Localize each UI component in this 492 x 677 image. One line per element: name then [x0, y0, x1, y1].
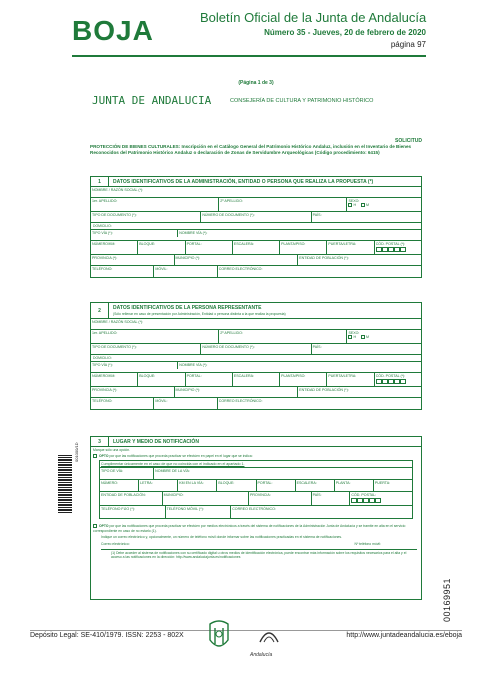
- paper-address-box: [99, 460, 413, 519]
- field-nombre[interactable]: NOMBRE / RAZÓN SOCIAL (*):: [92, 320, 144, 324]
- cp-label: CÓD. POSTAL (*):: [375, 242, 406, 246]
- sexo-h-checkbox[interactable]: [348, 335, 352, 339]
- field-tipo-via[interactable]: TIPO DE VÍA:: [100, 468, 154, 479]
- field-planta[interactable]: PLANTA:: [335, 480, 374, 491]
- section-2-subtitle: (Sólo rellenar en caso de presentación por Administración, Entidad o persona distinta a la que realiza la propuesta): [113, 312, 286, 316]
- cp-label: CÓD. POSTAL (*):: [375, 374, 406, 378]
- junta-logo: JUNTA DE ANDALUCIA: [92, 94, 212, 107]
- section-number: 1: [91, 177, 109, 186]
- field-provincia[interactable]: PROVINCIA (*):: [91, 387, 175, 397]
- sexo-m-checkbox[interactable]: [361, 335, 365, 339]
- option-paper-text: por que las notificaciones que proceda practicar se efectúen en papel en el lugar que se indica:: [109, 454, 253, 458]
- solicitud-label: SOLICITUD: [395, 138, 422, 144]
- field-telefono[interactable]: TELÉFONO:: [91, 398, 154, 409]
- field-numero[interactable]: NÚMERO:: [100, 480, 139, 491]
- section-3: [90, 436, 422, 600]
- field-tipo-via[interactable]: TIPO VÍA (*):: [91, 362, 178, 369]
- cumplimentar-note: Cumplimentar únicamente en el caso de que no coincida con el indicado en el apartado 1.: [101, 462, 245, 467]
- field-planta[interactable]: PLANTA/PISO:: [280, 241, 327, 254]
- field-nombre-via[interactable]: NOMBRE DE LA VÍA:: [155, 469, 190, 474]
- sexo-m-label: M: [366, 203, 370, 207]
- field-puerta[interactable]: PUERTA/LETRA:: [327, 373, 374, 386]
- sexo-label: SEXO:: [348, 331, 360, 335]
- sexo-h-checkbox[interactable]: [348, 203, 352, 207]
- field-bloque[interactable]: BLOQUE:: [138, 241, 185, 254]
- field-portal[interactable]: PORTAL:: [186, 241, 233, 254]
- option-electronic[interactable]: [91, 523, 421, 534]
- field-municipio[interactable]: MUNICIPIO (*):: [175, 387, 299, 397]
- field-tipo-doc[interactable]: TIPO DE DOCUMENTO (*):: [91, 212, 201, 222]
- form-pager: (Página 1 de 3): [238, 80, 274, 86]
- footer-url[interactable]: http://www.juntadeandalucia.es/eboja: [346, 632, 462, 639]
- field-cp[interactable]: [375, 241, 421, 254]
- field-cp[interactable]: [350, 492, 412, 505]
- barcode: [58, 455, 72, 513]
- section-1-header: [91, 177, 421, 187]
- field-correo[interactable]: CORREO ELECTRÓNICO:: [218, 399, 263, 403]
- contact-line: [91, 541, 421, 547]
- sexo-m-label: M: [366, 335, 370, 339]
- indique-text: Indique un correo electrónico y, opcionalmente, un número de teléfono móvil donde informar sobre las notificaciones practicadas en el sistema de notificaciones.: [101, 535, 342, 540]
- field-num-doc[interactable]: NÚMERO DE DOCUMENTO (*):: [201, 212, 311, 222]
- document-id: 00169951: [442, 578, 452, 623]
- field-portal[interactable]: PORTAL:: [186, 373, 233, 386]
- field-pais[interactable]: PAÍS:: [312, 345, 322, 349]
- field-provincia[interactable]: PROVINCIA:: [249, 492, 312, 505]
- field-apellido1[interactable]: 1er. APELLIDO:: [91, 330, 219, 343]
- field-nombre-via[interactable]: NOMBRE VÍA (*):: [179, 363, 208, 367]
- sexo-label: SEXO:: [348, 199, 360, 203]
- field-num-km[interactable]: NÚMERO/KM:: [91, 241, 138, 254]
- section-number: 3: [91, 437, 109, 446]
- page-title: Boletín Oficial de la Junta de Andalucía: [200, 10, 427, 25]
- field-telefono[interactable]: TELÉFONO:: [91, 266, 154, 277]
- option-paper[interactable]: [91, 453, 421, 459]
- form-sheet: [90, 72, 422, 630]
- field-entidad[interactable]: ENTIDAD DE POBLACIÓN (*):: [299, 388, 349, 392]
- field-municipio[interactable]: MUNICIPIO (*):: [175, 255, 299, 265]
- footnote: (1) Debe acceder al sistema de notificaciones con su certificado digital u otros medios de identificación electrónica, puede encontrar más información sobre los requisitos necesarios para el alta y el acceso a las notificaciones en la dirección: http://www.andaluciajunta.es/notificaciones: [101, 549, 417, 561]
- field-sexo[interactable]: [347, 198, 421, 211]
- field-planta[interactable]: PLANTA/PISO:: [280, 373, 327, 386]
- field-nombre-via[interactable]: NOMBRE VÍA (*):: [179, 231, 208, 235]
- footer-divider: [30, 630, 462, 631]
- field-entidad[interactable]: ENTIDAD DE POBLACIÓN:: [100, 492, 163, 505]
- field-apellido2[interactable]: 2º APELLIDO:: [219, 330, 347, 343]
- correo-label[interactable]: Correo electrónico:: [101, 541, 130, 546]
- boja-logo: BOJA: [72, 15, 154, 46]
- option-paper-checkbox[interactable]: [93, 454, 97, 458]
- field-apellido2[interactable]: 2º APELLIDO:: [219, 198, 347, 211]
- field-tipo-via[interactable]: TIPO VÍA (*):: [91, 230, 178, 237]
- field-entidad[interactable]: ENTIDAD DE POBLACIÓN (*):: [299, 256, 349, 260]
- field-num-doc[interactable]: NÚMERO DE DOCUMENTO (*):: [201, 344, 311, 354]
- issue-number: Número 35 - Jueves, 20 de febrero de 2020: [264, 28, 426, 37]
- opto-label: OPTO: [98, 524, 109, 529]
- sexo-h-label: H: [353, 335, 357, 339]
- field-escalera[interactable]: ESCALERA:: [296, 480, 335, 491]
- field-puerta[interactable]: PUERTA:: [374, 481, 391, 486]
- section-1: [90, 176, 422, 278]
- domicilio-label: DOMICILIO:: [93, 224, 112, 228]
- field-escalera[interactable]: ESCALERA:: [233, 373, 280, 386]
- field-apellido1[interactable]: 1er. APELLIDO:: [91, 198, 219, 211]
- field-municipio[interactable]: MUNICIPIO:: [163, 492, 249, 505]
- section-number: 2: [91, 303, 109, 318]
- field-num-km[interactable]: NÚMERO/KM:: [91, 373, 138, 386]
- section-2: [90, 302, 422, 410]
- field-telefono-fijo[interactable]: TELÉFONO FIJO (*):: [100, 506, 166, 518]
- field-correo[interactable]: CORREO ELECTRÓNICO:: [218, 267, 263, 271]
- field-tipo-doc[interactable]: TIPO DE DOCUMENTO (*):: [91, 344, 201, 354]
- section-title: DATOS IDENTIFICATIVOS DE LA ADMINISTRACIÓN, ENTIDAD O PERSONA QUE REALIZA LA PROPUESTA (*): [113, 178, 374, 185]
- option-electronic-text: por que las notificaciones que proceda practicar se efectúen por medios electrónicos a través del sistema de notificaciones de la Administración Junta de Andalucía y se tramite en alta en el servicio correspondiente en caso de no estarlo (1).: [93, 524, 406, 533]
- field-pais[interactable]: PAÍS:: [312, 492, 351, 505]
- field-nombre[interactable]: NOMBRE / RAZÓN SOCIAL (*):: [92, 188, 144, 192]
- consejeria: CONSEJERÍA DE CULTURA Y PATRIMONIO HISTÓRICO: [230, 98, 374, 104]
- section-2-header: [91, 303, 421, 319]
- field-portal[interactable]: PORTAL:: [257, 480, 296, 491]
- andalucia-label: Andalucía: [250, 652, 273, 658]
- field-correo[interactable]: CORREO ELECTRÓNICO:: [232, 507, 276, 512]
- cp-label: CÓD. POSTAL:: [351, 493, 377, 498]
- field-puerta[interactable]: PUERTA/LETRA:: [327, 241, 374, 254]
- field-sexo[interactable]: [347, 330, 421, 343]
- sexo-h-label: H: [353, 203, 357, 207]
- field-cp[interactable]: [375, 373, 421, 386]
- domicilio-label: DOMICILIO:: [93, 356, 112, 360]
- header-divider: [72, 55, 426, 57]
- field-movil[interactable]: MÓVIL:: [154, 266, 217, 277]
- legal-deposit: Depósito Legal: SE-410/1979. ISSN: 2253 - 802X: [30, 632, 184, 639]
- field-km[interactable]: KM EN LA VÍA:: [178, 480, 217, 491]
- field-movil[interactable]: MÓVIL:: [154, 398, 217, 409]
- field-pais[interactable]: PAÍS:: [312, 213, 322, 217]
- option-electronic-checkbox[interactable]: [93, 524, 97, 528]
- field-bloque[interactable]: BLOQUE:: [138, 373, 185, 386]
- andalucia-emblem-icon: [206, 618, 232, 652]
- field-bloque[interactable]: BLOQUE:: [217, 480, 256, 491]
- movil-label[interactable]: Nº teléfono móvil:: [354, 541, 381, 546]
- sexo-m-checkbox[interactable]: [361, 203, 365, 207]
- section-2-title: DATOS IDENTIFICATIVOS DE LA PERSONA REPRESENTANTE: [113, 305, 262, 311]
- field-provincia[interactable]: PROVINCIA (*):: [91, 255, 175, 265]
- section-title: [109, 303, 286, 317]
- section-title: LUGAR Y MEDIO DE NOTIFICACIÓN: [113, 438, 199, 445]
- marque-text: Marque sólo una opción.: [93, 448, 131, 452]
- page-number: página 97: [390, 40, 426, 49]
- field-telefono-movil[interactable]: TELÉFONO MÓVIL (*):: [166, 506, 232, 518]
- barcode-number: 001000/1D: [74, 442, 79, 462]
- opto-label: OPTO: [98, 454, 109, 458]
- field-letra[interactable]: LETRA:: [139, 480, 178, 491]
- andalucia-logo-icon: [254, 620, 284, 650]
- section-3-header: [91, 437, 421, 447]
- procedure-title: PROTECCIÓN DE BIENES CULTURALES: Inscripción en el Catálogo General del Patrimonio Histórico Andaluz, inclusión en el Inventario de Bienes Reconocidos del Patrimonio Histórico Andaluz o declaración de Zonas de Servidumbre Arqueológicas (Código procedimiento: 6415): [90, 144, 412, 155]
- field-escalera[interactable]: ESCALERA:: [233, 241, 280, 254]
